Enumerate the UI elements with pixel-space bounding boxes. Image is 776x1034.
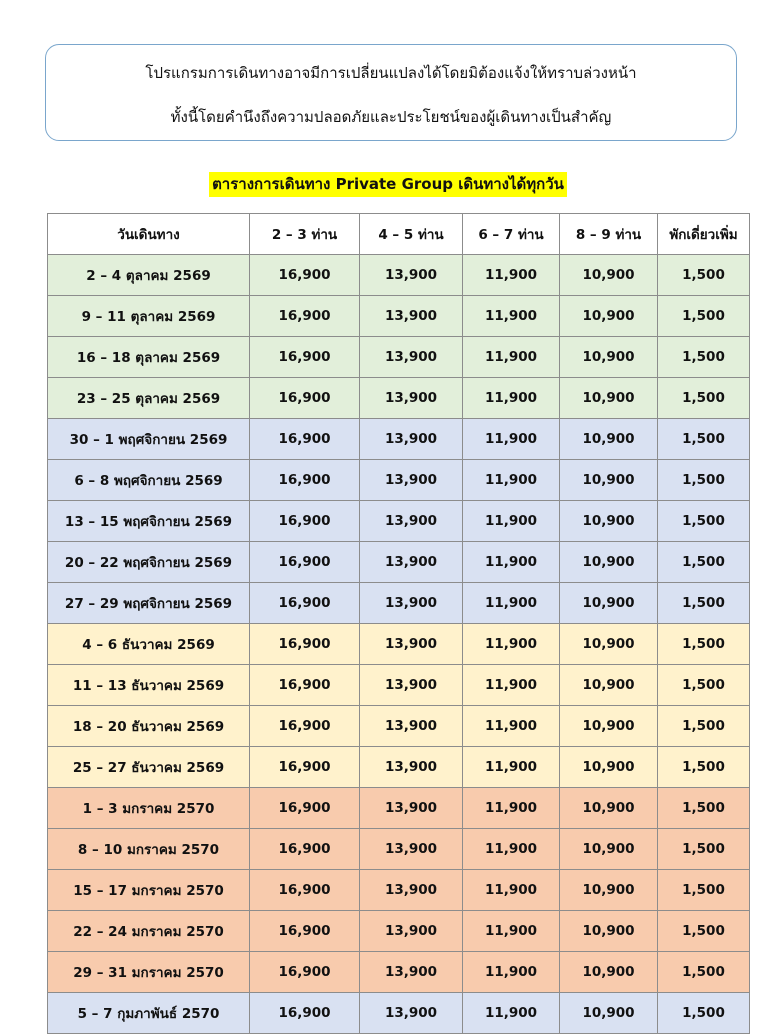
- cell-single-supplement: 1,500: [658, 337, 750, 378]
- cell-date: 6 – 8 พฤศจิกายน 2569: [48, 460, 250, 501]
- cell-single-supplement: 1,500: [658, 952, 750, 993]
- cell-price-4-5: 13,900: [360, 460, 463, 501]
- cell-price-2-3: 16,900: [250, 337, 360, 378]
- table-row: [48, 296, 750, 337]
- cell-price-2-3: 16,900: [250, 829, 360, 870]
- cell-price-4-5: 13,900: [360, 501, 463, 542]
- table-row: [48, 624, 750, 665]
- cell-price-4-5: 13,900: [360, 542, 463, 583]
- cell-price-6-7: 11,900: [463, 296, 560, 337]
- notice-line-1: โปรแกรมการเดินทางอาจมีการเปลี่ยนแปลงได้โดยมิต้องแจ้งให้ทราบล่วงหน้า: [145, 64, 637, 82]
- cell-price-8-9: 10,900: [560, 296, 658, 337]
- table-row: [48, 911, 750, 952]
- cell-price-8-9: 10,900: [560, 378, 658, 419]
- table-header-row: [48, 214, 750, 255]
- cell-price-6-7: 11,900: [463, 706, 560, 747]
- table-title-wrap: [0, 172, 776, 197]
- cell-price-2-3: 16,900: [250, 788, 360, 829]
- cell-price-2-3: 16,900: [250, 747, 360, 788]
- cell-price-2-3: 16,900: [250, 583, 360, 624]
- cell-price-8-9: 10,900: [560, 583, 658, 624]
- table-body: [48, 255, 750, 1034]
- cell-date: 20 – 22 พฤศจิกายน 2569: [48, 542, 250, 583]
- cell-price-6-7: 11,900: [463, 829, 560, 870]
- table-row: [48, 747, 750, 788]
- cell-single-supplement: 1,500: [658, 665, 750, 706]
- cell-price-6-7: 11,900: [463, 460, 560, 501]
- cell-date: 25 – 27 ธันวาคม 2569: [48, 747, 250, 788]
- cell-price-8-9: 10,900: [560, 501, 658, 542]
- cell-date: 11 – 13 ธันวาคม 2569: [48, 665, 250, 706]
- cell-date: 30 – 1 พฤศจิกายน 2569: [48, 419, 250, 460]
- table-row: [48, 583, 750, 624]
- cell-price-4-5: 13,900: [360, 337, 463, 378]
- cell-price-2-3: 16,900: [250, 460, 360, 501]
- cell-price-4-5: 13,900: [360, 624, 463, 665]
- cell-price-4-5: 13,900: [360, 788, 463, 829]
- header-2-3-pax: 2 – 3 ท่าน: [250, 214, 360, 255]
- cell-price-2-3: 16,900: [250, 993, 360, 1034]
- notice-box: [45, 44, 737, 141]
- cell-date: 22 – 24 มกราคม 2570: [48, 911, 250, 952]
- cell-price-4-5: 13,900: [360, 296, 463, 337]
- cell-single-supplement: 1,500: [658, 993, 750, 1034]
- cell-price-4-5: 13,900: [360, 706, 463, 747]
- cell-price-8-9: 10,900: [560, 829, 658, 870]
- table-row: [48, 501, 750, 542]
- cell-price-2-3: 16,900: [250, 501, 360, 542]
- cell-date: 29 – 31 มกราคม 2570: [48, 952, 250, 993]
- notice-line-2: ทั้งนี้โดยคำนึงถึงความปลอดภัยและประโยชน์ของผู้เดินทางเป็นสำคัญ: [170, 108, 612, 126]
- cell-single-supplement: 1,500: [658, 542, 750, 583]
- cell-single-supplement: 1,500: [658, 788, 750, 829]
- table-row: [48, 952, 750, 993]
- cell-price-4-5: 13,900: [360, 829, 463, 870]
- table-row: [48, 542, 750, 583]
- table-row: [48, 788, 750, 829]
- schedule-table: [47, 213, 750, 1034]
- cell-single-supplement: 1,500: [658, 378, 750, 419]
- cell-price-6-7: 11,900: [463, 542, 560, 583]
- table-row: [48, 460, 750, 501]
- cell-price-8-9: 10,900: [560, 255, 658, 296]
- header-8-9-pax: 8 – 9 ท่าน: [560, 214, 658, 255]
- cell-date: 5 – 7 กุมภาพันธ์ 2570: [48, 993, 250, 1034]
- table-row: [48, 993, 750, 1034]
- cell-price-8-9: 10,900: [560, 747, 658, 788]
- cell-date: 27 – 29 พฤศจิกายน 2569: [48, 583, 250, 624]
- cell-single-supplement: 1,500: [658, 296, 750, 337]
- cell-price-8-9: 10,900: [560, 706, 658, 747]
- table-row: [48, 706, 750, 747]
- cell-date: 8 – 10 มกราคม 2570: [48, 829, 250, 870]
- cell-price-6-7: 11,900: [463, 665, 560, 706]
- cell-price-2-3: 16,900: [250, 255, 360, 296]
- cell-price-4-5: 13,900: [360, 952, 463, 993]
- cell-price-4-5: 13,900: [360, 255, 463, 296]
- cell-single-supplement: 1,500: [658, 501, 750, 542]
- cell-price-8-9: 10,900: [560, 788, 658, 829]
- cell-single-supplement: 1,500: [658, 460, 750, 501]
- cell-date: 1 – 3 มกราคม 2570: [48, 788, 250, 829]
- cell-price-8-9: 10,900: [560, 337, 658, 378]
- cell-price-4-5: 13,900: [360, 419, 463, 460]
- header-4-5-pax: 4 – 5 ท่าน: [360, 214, 463, 255]
- cell-price-6-7: 11,900: [463, 911, 560, 952]
- cell-date: 23 – 25 ตุลาคม 2569: [48, 378, 250, 419]
- cell-price-4-5: 13,900: [360, 870, 463, 911]
- cell-date: 15 – 17 มกราคม 2570: [48, 870, 250, 911]
- table-row: [48, 419, 750, 460]
- cell-single-supplement: 1,500: [658, 911, 750, 952]
- cell-price-6-7: 11,900: [463, 255, 560, 296]
- header-single-supplement: พักเดี่ยวเพิ่ม: [658, 214, 750, 255]
- table-row: [48, 378, 750, 419]
- cell-price-8-9: 10,900: [560, 952, 658, 993]
- cell-price-2-3: 16,900: [250, 296, 360, 337]
- cell-price-8-9: 10,900: [560, 993, 658, 1034]
- cell-date: 16 – 18 ตุลาคม 2569: [48, 337, 250, 378]
- cell-price-8-9: 10,900: [560, 870, 658, 911]
- cell-single-supplement: 1,500: [658, 706, 750, 747]
- cell-price-6-7: 11,900: [463, 378, 560, 419]
- cell-price-8-9: 10,900: [560, 911, 658, 952]
- cell-price-8-9: 10,900: [560, 624, 658, 665]
- cell-price-2-3: 16,900: [250, 419, 360, 460]
- cell-single-supplement: 1,500: [658, 255, 750, 296]
- cell-price-6-7: 11,900: [463, 583, 560, 624]
- cell-price-2-3: 16,900: [250, 706, 360, 747]
- cell-date: 4 – 6 ธันวาคม 2569: [48, 624, 250, 665]
- cell-price-4-5: 13,900: [360, 378, 463, 419]
- cell-price-6-7: 11,900: [463, 952, 560, 993]
- cell-price-2-3: 16,900: [250, 624, 360, 665]
- cell-price-8-9: 10,900: [560, 460, 658, 501]
- cell-price-2-3: 16,900: [250, 870, 360, 911]
- cell-price-4-5: 13,900: [360, 665, 463, 706]
- table-row: [48, 255, 750, 296]
- cell-price-2-3: 16,900: [250, 542, 360, 583]
- header-date: วันเดินทาง: [48, 214, 250, 255]
- cell-single-supplement: 1,500: [658, 419, 750, 460]
- cell-price-2-3: 16,900: [250, 378, 360, 419]
- table-row: [48, 870, 750, 911]
- cell-date: 18 – 20 ธันวาคม 2569: [48, 706, 250, 747]
- cell-single-supplement: 1,500: [658, 870, 750, 911]
- cell-price-2-3: 16,900: [250, 952, 360, 993]
- cell-price-6-7: 11,900: [463, 501, 560, 542]
- header-6-7-pax: 6 – 7 ท่าน: [463, 214, 560, 255]
- cell-price-6-7: 11,900: [463, 788, 560, 829]
- cell-single-supplement: 1,500: [658, 829, 750, 870]
- cell-price-8-9: 10,900: [560, 419, 658, 460]
- cell-price-6-7: 11,900: [463, 624, 560, 665]
- cell-price-4-5: 13,900: [360, 911, 463, 952]
- cell-price-2-3: 16,900: [250, 911, 360, 952]
- cell-price-4-5: 13,900: [360, 993, 463, 1034]
- cell-price-4-5: 13,900: [360, 747, 463, 788]
- cell-price-6-7: 11,900: [463, 993, 560, 1034]
- table-row: [48, 665, 750, 706]
- cell-price-6-7: 11,900: [463, 747, 560, 788]
- cell-price-2-3: 16,900: [250, 665, 360, 706]
- cell-single-supplement: 1,500: [658, 624, 750, 665]
- cell-price-8-9: 10,900: [560, 665, 658, 706]
- table-title: ตารางการเดินทาง Private Group เดินทางได้ทุกวัน: [209, 172, 567, 197]
- cell-price-4-5: 13,900: [360, 583, 463, 624]
- cell-single-supplement: 1,500: [658, 583, 750, 624]
- table-row: [48, 829, 750, 870]
- table-row: [48, 337, 750, 378]
- cell-price-8-9: 10,900: [560, 542, 658, 583]
- cell-price-6-7: 11,900: [463, 419, 560, 460]
- cell-single-supplement: 1,500: [658, 747, 750, 788]
- cell-price-6-7: 11,900: [463, 337, 560, 378]
- cell-date: 13 – 15 พฤศจิกายน 2569: [48, 501, 250, 542]
- cell-price-6-7: 11,900: [463, 870, 560, 911]
- cell-date: 9 – 11 ตุลาคม 2569: [48, 296, 250, 337]
- cell-date: 2 – 4 ตุลาคม 2569: [48, 255, 250, 296]
